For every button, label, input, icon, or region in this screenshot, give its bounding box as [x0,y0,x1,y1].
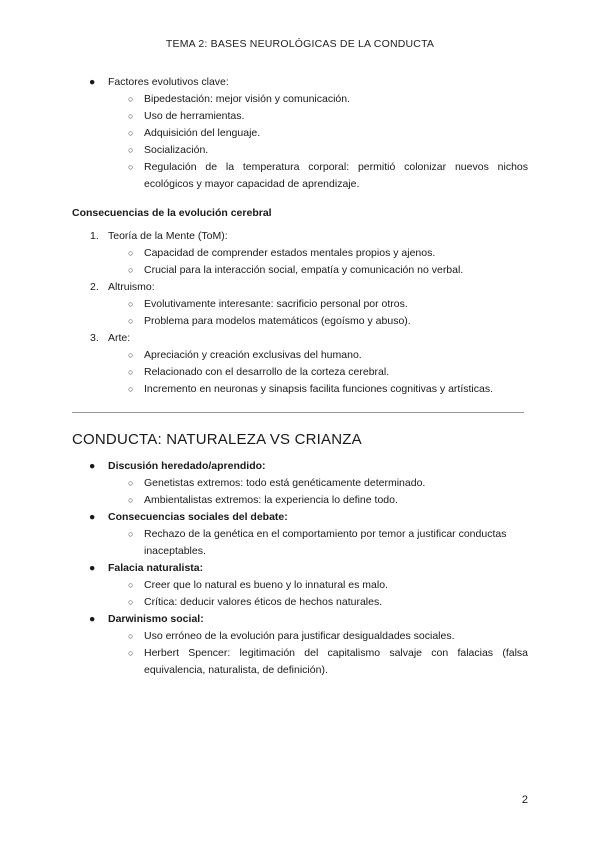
sub-list-item-text: Problema para modelos matemáticos (egoísmo y abuso). [144,315,411,327]
numbered-item-label: Altruismo: [108,281,155,293]
list-item-label: Consecuencias sociales del debate: [108,511,288,523]
page-header: TEMA 2: BASES NEUROLÓGICAS DE LA CONDUCTA [165,38,435,50]
section-title: CONDUCTA: NATURALEZA VS CRIANZA [72,431,362,448]
sub-list-item-text: Ambientalistas extremos: la experiencia lo define todo. [144,494,398,506]
sub-list-item [72,492,528,509]
sub-list-item-text: Regulación de la temperatura corporal: permitió colonizar nuevos nichos ecológicos y mayor capacidad de aprendizaje. [144,161,528,190]
sub-list-item [72,125,528,142]
sub-list-item [72,347,528,364]
sub-list-item [72,594,528,611]
sub-list-item [72,245,528,262]
bullet-icon: ● [89,562,96,574]
sub-list-item-text: Herbert Spencer: legitimación del capitalismo salvaje con falacias (falsa equivalencia, naturalista, de definición). [144,647,528,676]
circle-bullet-icon: ○ [128,478,134,488]
sub-list-item-text: Crítica: deducir valores éticos de hechos naturales. [144,596,383,608]
sub-list-item [72,313,528,330]
sub-list-item-text: Bipedestación: mejor visión y comunicación. [144,93,351,105]
circle-bullet-icon: ○ [128,350,134,360]
circle-bullet-icon: ○ [128,367,134,377]
circle-bullet-icon: ○ [128,384,134,394]
sub-list-item-text: Uso erróneo de la evolución para justificar desigualdades sociales. [144,630,455,642]
item-number: 1. [90,230,99,242]
sub-list-item [72,91,528,108]
numbered-item-label: Teoría de la Mente (ToM): [108,230,228,242]
bullet-icon: ● [89,511,96,523]
numbered-item-label: Arte: [108,332,131,344]
circle-bullet-icon: ○ [128,597,134,607]
circle-bullet-icon: ○ [128,495,134,505]
sub-list-item-text: Evolutivamente interesante: sacrificio personal por otros. [144,298,408,310]
list-item-label: Darwinismo social: [108,613,204,625]
section-divider [72,412,524,413]
list-item-label: Falacia naturalista: [108,562,204,574]
sub-list-item-text: Uso de herramientas. [144,110,245,122]
circle-bullet-icon: ○ [128,299,134,309]
circle-bullet-icon: ○ [128,145,134,155]
circle-bullet-icon: ○ [128,162,134,172]
sub-list-item-text: Apreciación y creación exclusivas del humano. [144,349,362,361]
sub-list-item [72,142,528,159]
circle-bullet-icon: ○ [128,316,134,326]
list-item-label: Discusión heredado/aprendido: [108,460,266,472]
list-item [72,74,528,91]
sub-list-item-text: Relacionado con el desarrollo de la corteza cerebral. [144,366,390,378]
circle-bullet-icon: ○ [128,631,134,641]
list-item [72,458,528,475]
sub-list-item [72,108,528,125]
sub-list-item [72,475,528,492]
sub-list-item [72,381,528,398]
circle-bullet-icon: ○ [128,580,134,590]
sub-list-item-text: Creer que lo natural es bueno y lo innatural es malo. [144,579,388,591]
page-content [72,74,528,679]
sub-list-item-text: Incremento en neuronas y sinapsis facilita funciones cognitivas y artísticas. [144,383,494,395]
sub-list-item-text: Rechazo de la genética en el comportamiento por temor a justificar conductas inaceptables. [144,528,507,557]
list-item [72,509,528,526]
circle-bullet-icon: ○ [128,648,134,658]
sub-list-item-text: Genetistas extremos: todo está genéticamente determinado. [144,477,426,489]
list-item [72,611,528,628]
bullet-icon: ● [89,76,96,88]
section-heading: Consecuencias de la evolución cerebral [72,207,272,219]
sub-list-item [72,159,528,193]
circle-bullet-icon: ○ [128,265,134,275]
page-number: 2 [521,794,528,806]
sub-list-item [72,577,528,594]
numbered-item [72,279,528,296]
circle-bullet-icon: ○ [128,529,134,539]
list-item-label: Factores evolutivos clave: [108,76,229,88]
numbered-item [72,330,528,347]
sub-list-item [72,526,528,560]
circle-bullet-icon: ○ [128,128,134,138]
item-number: 3. [90,332,99,344]
circle-bullet-icon: ○ [128,94,134,104]
bullet-icon: ● [89,460,96,472]
numbered-item [72,228,528,245]
list-item [72,560,528,577]
sub-list-item [72,364,528,381]
sub-list-item [72,296,528,313]
sub-list-item [72,262,528,279]
bullet-icon: ● [89,613,96,625]
sub-list-item-text: Adquisición del lenguaje. [144,127,261,139]
sub-list-item-text: Socialización. [144,144,209,156]
sub-list-item-text: Crucial para la interacción social, empatía y comunicación no verbal. [144,264,464,276]
sub-list-item-text: Capacidad de comprender estados mentales propios y ajenos. [144,247,436,259]
sub-list-item [72,628,528,645]
item-number: 2. [90,281,99,293]
circle-bullet-icon: ○ [128,248,134,258]
sub-list-item [72,645,528,679]
circle-bullet-icon: ○ [128,111,134,121]
